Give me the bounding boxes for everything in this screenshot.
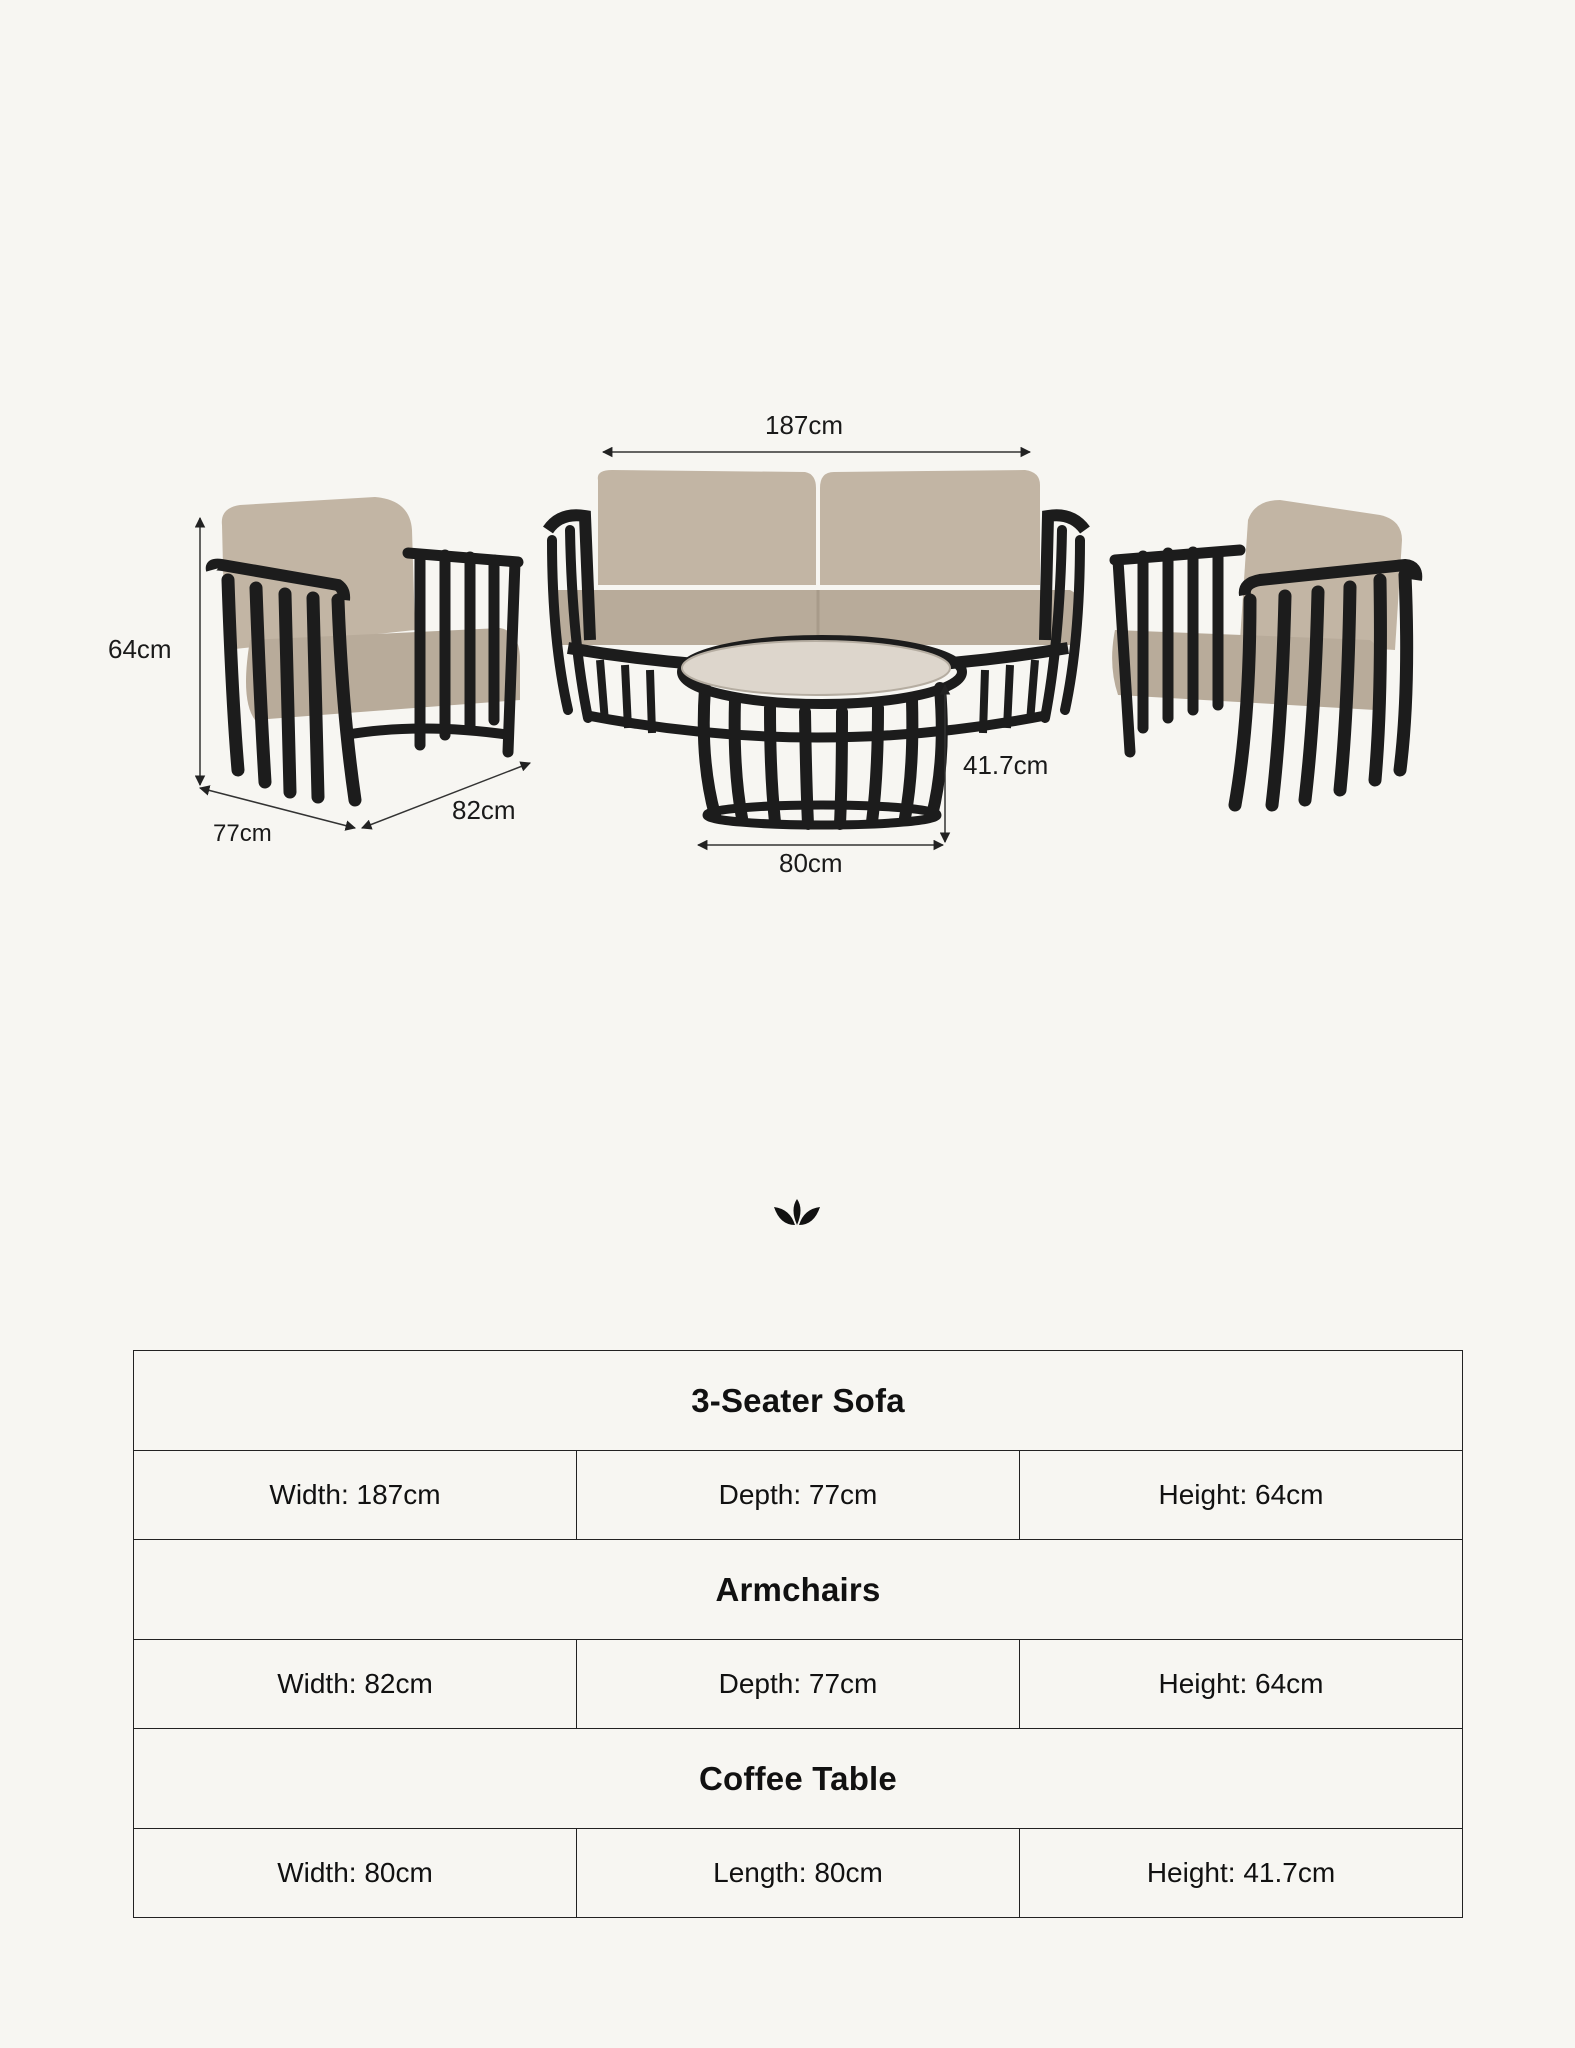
armchair-height-label: 64cm <box>108 634 172 664</box>
spec-cell: Depth: 77cm <box>577 1451 1020 1540</box>
spec-cell: Width: 187cm <box>134 1451 577 1540</box>
table-height-label: 41.7cm <box>963 750 1049 780</box>
section-title-coffee-table: Coffee Table <box>134 1729 1463 1829</box>
sofa-width-label: 187cm <box>765 410 844 440</box>
spec-cell: Length: 80cm <box>577 1829 1020 1918</box>
lotus-icon <box>770 1195 824 1231</box>
spec-cell: Height: 64cm <box>1020 1451 1463 1540</box>
spec-cell: Height: 41.7cm <box>1020 1829 1463 1918</box>
spec-cell: Width: 82cm <box>134 1640 577 1729</box>
furniture-diagram <box>0 0 1575 900</box>
table-row <box>134 1640 1463 1729</box>
three-seater-sofa <box>548 470 1085 738</box>
table-row <box>134 1729 1463 1829</box>
section-title-sofa: 3-Seater Sofa <box>134 1351 1463 1451</box>
spec-cell: Height: 64cm <box>1020 1640 1463 1729</box>
armchair-depth-label: 77cm <box>213 820 272 847</box>
spec-cell: Depth: 77cm <box>577 1640 1020 1729</box>
table-row <box>134 1829 1463 1918</box>
table-row <box>134 1451 1463 1540</box>
right-armchair <box>1112 500 1416 805</box>
armchair-width-label: 82cm <box>452 795 516 825</box>
spec-table <box>133 1350 1463 1918</box>
left-armchair <box>212 497 520 800</box>
table-row <box>134 1540 1463 1640</box>
section-title-armchairs: Armchairs <box>134 1540 1463 1640</box>
table-row <box>134 1351 1463 1451</box>
spec-cell: Width: 80cm <box>134 1829 577 1918</box>
table-width-label: 80cm <box>779 848 843 878</box>
